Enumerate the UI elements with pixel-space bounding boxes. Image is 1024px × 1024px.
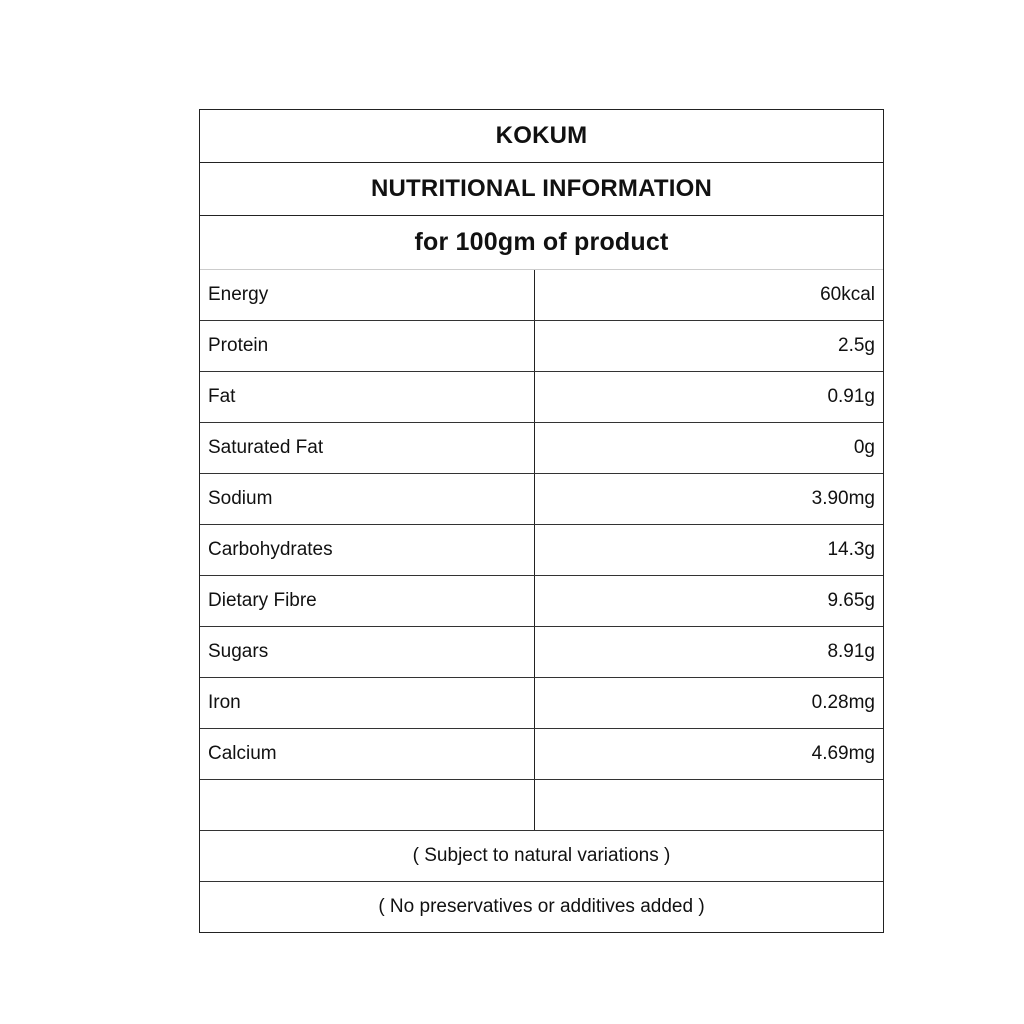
serving-size: for 100gm of product (200, 216, 883, 270)
variation-note: ( Subject to natural variations ) (200, 831, 883, 882)
table-row (200, 372, 883, 423)
nutrient-label: Iron (200, 678, 535, 728)
nutrient-label: Sodium (200, 474, 535, 524)
nutrient-label: Sugars (200, 627, 535, 677)
table-row (200, 474, 883, 525)
product-title: KOKUM (200, 110, 883, 163)
nutrient-label: Protein (200, 321, 535, 371)
nutrient-label: Fat (200, 372, 535, 422)
table-row (200, 729, 883, 780)
nutrient-value: 14.3g (827, 539, 875, 560)
nutrient-value: 0.28mg (811, 692, 875, 713)
nutrient-value: 8.91g (827, 641, 875, 662)
table-row (200, 270, 883, 321)
table-row (200, 525, 883, 576)
table-row (200, 423, 883, 474)
nutrient-label: Dietary Fibre (200, 576, 535, 626)
nutrient-label: Carbohydrates (200, 525, 535, 575)
nutrient-label: Calcium (200, 729, 535, 779)
nutrient-value: 60kcal (820, 284, 875, 305)
empty-row (200, 780, 883, 831)
nutrient-value: 9.65g (827, 590, 875, 611)
nutrient-value: 0.91g (827, 386, 875, 407)
preservatives-note: ( No preservatives or additives added ) (378, 896, 705, 917)
nutrient-value: 3.90mg (811, 488, 875, 509)
nutrient-value: 0g (853, 437, 875, 458)
nutrient-value: 4.69mg (811, 743, 875, 764)
nutrient-value: 2.5g (838, 335, 875, 356)
table-row (200, 576, 883, 627)
nutrient-label: Energy (200, 270, 535, 320)
section-heading: NUTRITIONAL INFORMATION (200, 163, 883, 216)
table-row (200, 321, 883, 372)
nutrient-label (200, 780, 535, 830)
table-row (200, 678, 883, 729)
table-row (200, 627, 883, 678)
nutrient-value (535, 780, 883, 830)
nutrient-label: Saturated Fat (200, 423, 535, 473)
nutrition-table (199, 109, 884, 933)
